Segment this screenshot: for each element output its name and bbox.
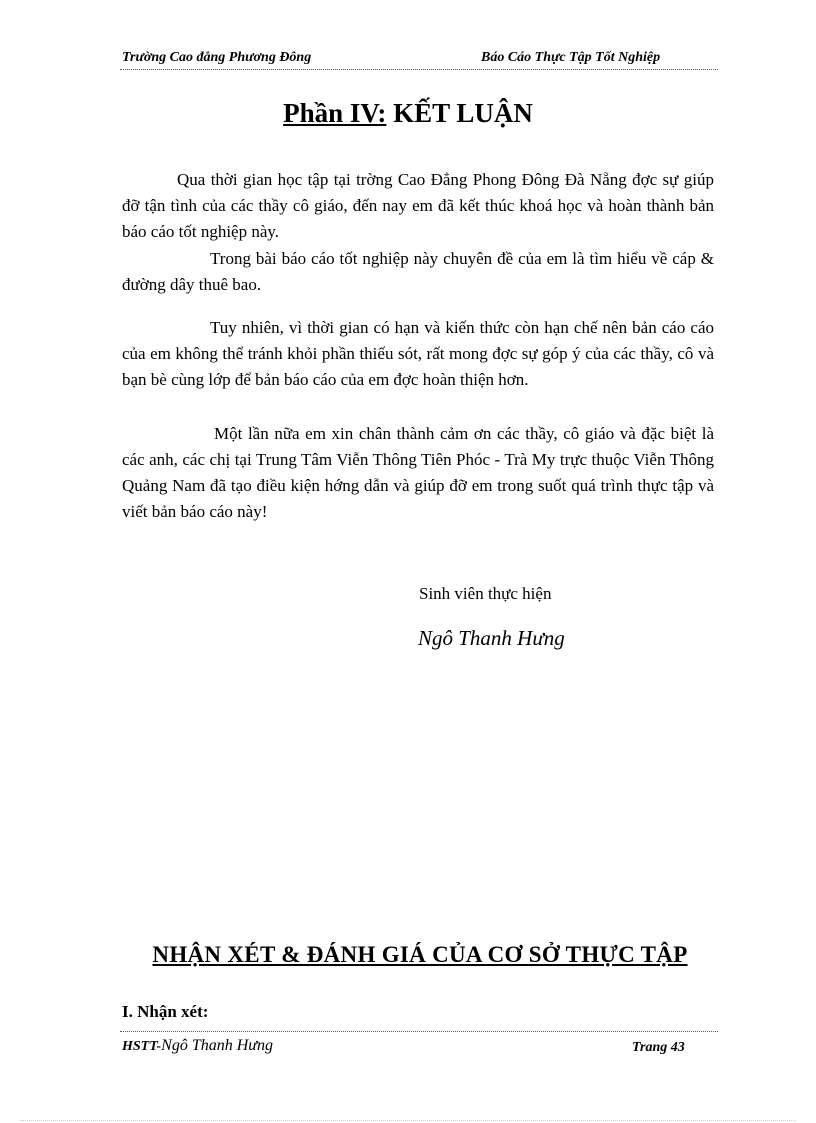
footer-author xyxy=(122,1037,273,1055)
section-title: NHẬN XÉT & ĐÁNH GIÁ CỦA CƠ SỞ THỰC TẬP xyxy=(152,942,688,967)
footer-name: Ngô Thanh Hưng xyxy=(161,1037,274,1054)
paragraph-2: Trong bài báo cáo tốt nghiệp này chuyên đề của em là tìm hiểu về cáp & đường dây thuê bao. xyxy=(122,249,714,294)
signature-name: Ngô Thanh Hưng xyxy=(418,626,565,650)
page-title xyxy=(0,98,816,129)
signature-label: Sinh viên thực hiện xyxy=(419,584,552,603)
footer-page-number: Trang 43 xyxy=(632,1040,685,1055)
title-name: KẾT LUẬN xyxy=(386,98,533,128)
footer-divider xyxy=(120,1031,718,1032)
footer-label: HSTT- xyxy=(122,1039,162,1054)
header-school-name: Trường Cao đẳng Phương Đông xyxy=(122,50,312,65)
section-subheading: I. Nhận xét: xyxy=(122,1002,209,1021)
paragraph-4: Một lần nữa em xin chân thành cảm ơn các thầy, cô giáo và đặc biệt là các anh, các chị tại Trung Tâm Viễn Thông Tiên Phóc - Trà My trực thuộc Viễn Thông Quảng Nam đã tạo điều kiện hớng dẫn và giúp đỡ em trong suốt quá trình thực tập và viết bản báo cáo này! xyxy=(122,424,714,521)
paragraph-3: Tuy nhiên, vì thời gian có hạn và kiến thức còn hạn chế nên bản cáo cáo của em không thể tránh khỏi phần thiếu sót, rất mong đợc sự góp ý của các thầy, cô và bạn bè cùng lớp để bản báo cáo của em đợc hoàn thiện hơn. xyxy=(122,318,714,389)
title-part: Phần IV: xyxy=(283,98,387,128)
header-divider xyxy=(120,69,718,70)
page-bottom-divider xyxy=(20,1120,796,1121)
header-report-title: Báo Cáo Thực Tập Tốt Nghiệp xyxy=(481,50,661,65)
paragraph-1: Qua thời gian học tập tại trờng Cao Đẳng Phong Đông Đà Nẵng đợc sự giúp đỡ tận tình của các thầy cô giáo, đến nay em đã kết thúc khoá học và hoàn thành bản báo cáo tốt nghiệp này. xyxy=(122,170,714,241)
